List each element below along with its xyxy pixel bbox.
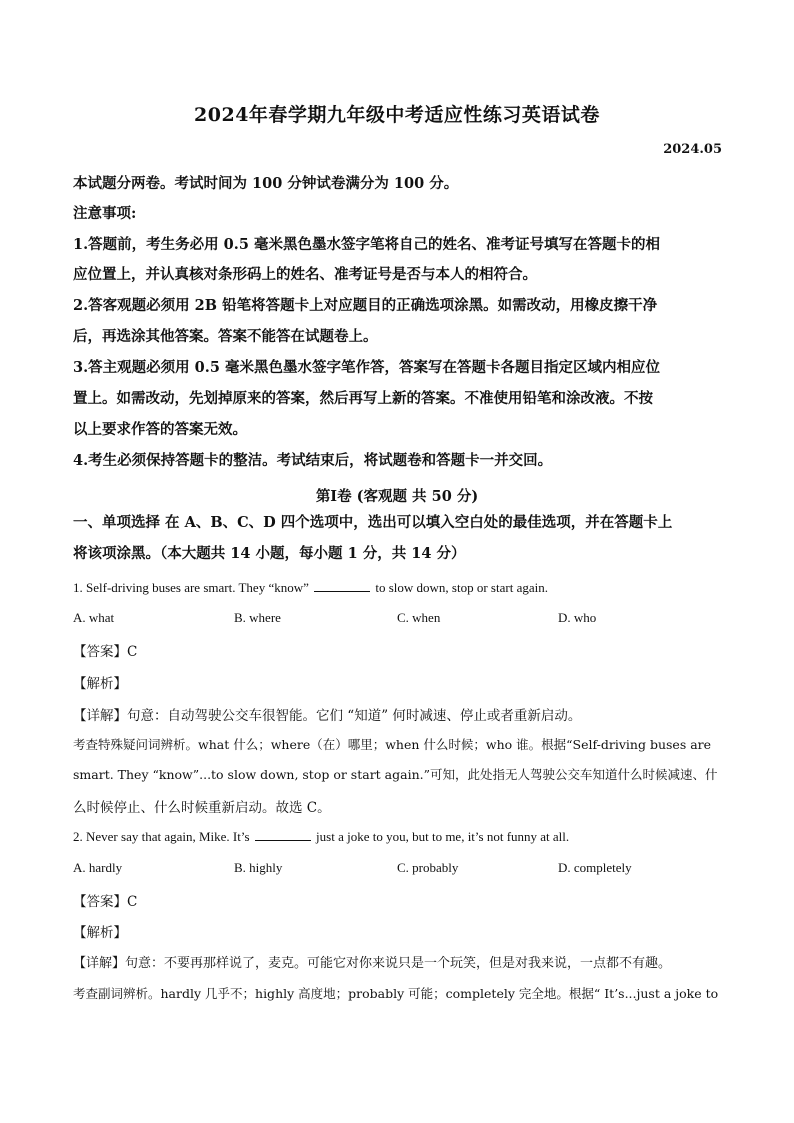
question-1-option-d: D. who	[558, 610, 597, 625]
exam-overview: 本试题分两卷。考试时间为 100 分钟试卷满分为 100 分。	[73, 175, 459, 192]
question-2-answer: 【答案】C	[73, 894, 138, 910]
question-1-stem-before: 1. Self-driving buses are smart. They “know”	[73, 580, 309, 595]
section-instruction-line-1: 一、单项选择 在 A、B、C、D 四个选项中，选出可以填入空白处的最佳选项，并在答题卡上	[73, 514, 673, 531]
question-2-option-a: A. hardly	[73, 860, 123, 875]
question-2-stem-before: 2. Never say that again, Mike. It’s	[73, 829, 250, 844]
note-3-line-1: 3.答主观题必须用 0.5 毫米黑色墨水签字笔作答，答案写在答题卡各题目指定区域内相应位	[73, 359, 660, 376]
note-1-line-2: 应位置上，并认真核对条形码上的姓名、准考证号是否与本人的相符合。	[73, 266, 537, 283]
answer-blank	[255, 828, 311, 841]
question-1-option-c: C. when	[397, 610, 441, 625]
question-1-answer: 【答案】C	[73, 644, 138, 660]
question-1-explanation-line-2: smart. They “know”...to slow down, stop or start again.”可知，此处指无人驾驶公交车知道什么时候减速、什	[73, 767, 718, 782]
page-title: 2024年春学期九年级中考适应性练习英语试卷	[194, 104, 600, 126]
question-1-analysis-label: 【解析】	[73, 676, 127, 692]
note-1-line-1: 1.答题前，考生务必用 0.5 毫米黑色墨水签字笔将自己的姓名、准考证号填写在答题卡的相	[73, 236, 660, 253]
question-2-stem-after: just a joke to you, but to me, it’s not funny at all.	[316, 829, 570, 844]
question-1-stem	[73, 579, 723, 596]
question-1-stem-after: to slow down, stop or start again.	[375, 580, 548, 595]
question-2-explanation-line-1: 考查副词辨析。hardly 几乎不；highly 高度地；probably 可能；completely 完全地。根据“ It’s...just a joke to	[73, 986, 719, 1001]
question-1-explanation-line-3: 么时候停止、什么时候重新启动。故选 C。	[73, 800, 331, 816]
question-2-analysis-label: 【解析】	[73, 925, 127, 941]
answer-blank	[314, 579, 370, 592]
note-2-line-1: 2.答客观题必须用 2B 铅笔将答题卡上对应题目的正确选项涂黑。如需改动，用橡皮擦干净	[73, 297, 658, 314]
notes-heading: 注意事项:	[73, 205, 137, 222]
question-1-option-a: A. what	[73, 610, 115, 625]
note-2-line-2: 后，再选涂其他答案。答案不能答在试题卷上。	[73, 328, 378, 345]
question-2-option-b: B. highly	[234, 860, 283, 875]
note-3-line-2: 置上。如需改动，先划掉原来的答案，然后再写上新的答案。不准使用铅笔和涂改液。不按	[73, 390, 653, 407]
question-1-explanation-line-1: 考查特殊疑问词辨析。what 什么；where（在）哪里；when 什么时候；who 谁。根据“Self-driving buses are	[73, 737, 712, 752]
question-2-option-c: C. probably	[397, 860, 459, 875]
section-instruction-line-2: 将该项涂黑。（本大题共 14 小题，每小题 1 分，共 14 分）	[73, 545, 466, 562]
question-1-detail: 【详解】句意：自动驾驶公交车很智能。它们 “知道” 何时减速、停止或者重新启动。	[73, 708, 582, 724]
section-title: 第Ⅰ卷 (客观题 共 50 分)	[315, 488, 479, 505]
note-4: 4.考生必须保持答题卡的整洁。考试结束后，将试题卷和答题卡一并交回。	[73, 452, 553, 469]
exam-date: 2024.05	[663, 142, 722, 157]
question-2-option-d: D. completely	[558, 860, 632, 875]
question-1-option-b: B. where	[234, 610, 281, 625]
note-3-line-3: 以上要求作答的答案无效。	[73, 421, 247, 438]
question-2-stem	[73, 828, 723, 845]
question-2-detail: 【详解】句意：不要再那样说了，麦克。可能它对你来说只是一个玩笑，但是对我来说，一点都不有趣。	[73, 956, 672, 971]
